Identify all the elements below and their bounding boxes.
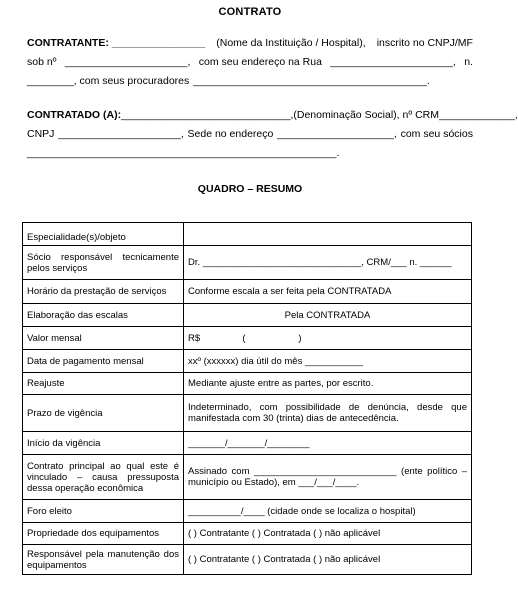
contratante-text: ________________________________________. [193, 75, 430, 87]
row-value: xxº (xxxxxx) dia útil do mês ___________ [184, 350, 472, 373]
row-label: Especialidade(s)/objeto [23, 223, 184, 246]
row-label: Data de pagamento mensal [23, 350, 184, 373]
row-label: Início da vigência [23, 432, 184, 455]
contratado-paragraph [27, 106, 518, 163]
row-label: Propriedade dos equipamentos [23, 523, 184, 545]
contratante-text: sob nº [27, 56, 57, 68]
table-row [23, 304, 472, 327]
contratante-text: (Nome da Instituição / Hospital), [216, 37, 366, 49]
contratado-text: _____________, [439, 109, 518, 121]
row-value: __________/____ (cidade onde se localiza o hospital) [184, 500, 472, 523]
contratado-text: _____________________________, [121, 109, 294, 121]
document-title: CONTRATO [218, 6, 282, 18]
contratante-label: CONTRATANTE: ________________ [27, 37, 206, 49]
row-value [184, 223, 472, 246]
row-value: Dr. ______________________________, CRM/___ n. ______ [184, 246, 472, 280]
table-row [23, 500, 472, 523]
contratado-line-1 [27, 106, 518, 125]
summary-table [22, 222, 472, 575]
contratante-paragraph [27, 34, 473, 91]
table-row [23, 545, 472, 575]
table-row [23, 246, 472, 280]
contratado-text: CNPJ [27, 128, 55, 140]
row-label: Reajuste [23, 373, 184, 395]
row-value: ( ) Contratante ( ) Contratada ( ) não aplicável [184, 523, 472, 545]
row-value: Pela CONTRATADA [184, 304, 472, 327]
row-label: Contrato principal ao qual este é vinculado – causa pressuposta dessa operação econômica [23, 455, 184, 500]
contratado-text: _____________________________________________________. [27, 147, 340, 159]
row-value: Assinado com ___________________________ (ente político – município ou Estado), em ___/___/____. [184, 455, 472, 500]
quadro-resumo-title: QUADRO – RESUMO [197, 183, 303, 195]
contratante-text: com seu endereço na Rua [198, 56, 322, 68]
contratado-text: com seu sócios [400, 128, 473, 140]
contratado-text: (Denominação Social), nº CRM [293, 109, 439, 121]
contratante-text: n. [464, 56, 473, 68]
contratante-text: ________, com seus procuradores [27, 75, 190, 87]
contratado-line-3 [27, 144, 473, 163]
row-label: Horário da prestação de serviços [23, 280, 184, 304]
row-value: Conforme escala a ser feita pela CONTRATADA [184, 280, 472, 304]
table-row [23, 395, 472, 432]
contratante-line-2 [27, 53, 473, 72]
row-value: Mediante ajuste entre as partes, por escrito. [184, 373, 472, 395]
row-label: Valor mensal [23, 327, 184, 350]
row-value: Indeterminado, com possibilidade de denúncia, desde que manifestada com 30 (trinta) dias de antecedência. [184, 395, 472, 432]
table-row [23, 223, 472, 246]
row-label: Sócio responsável tecnicamente pelos serviços [23, 246, 184, 280]
contratado-text: Sede no endereço [187, 128, 274, 140]
contratante-text: _____________________, [64, 56, 191, 68]
table-row [23, 455, 472, 500]
contratante-text: inscrito no CNPJ/MF [376, 37, 473, 49]
row-value: R$ ( ) [184, 327, 472, 350]
table-row [23, 373, 472, 395]
table-row [23, 432, 472, 455]
row-label: Responsável pela manutenção dos equipamentos [23, 545, 184, 575]
contratante-line-1 [27, 34, 473, 53]
contratado-line-2 [27, 125, 473, 144]
contratante-text: _____________________, [330, 56, 456, 68]
contratado-label: CONTRATADO (A): [27, 109, 122, 121]
contratante-line-3 [27, 72, 473, 91]
table-row [23, 280, 472, 304]
table-row [23, 523, 472, 545]
table-row [23, 327, 472, 350]
table-row [23, 350, 472, 373]
row-label: Prazo de vigência [23, 395, 184, 432]
contratado-text: ____________________, [277, 128, 397, 140]
row-value: ( ) Contratante ( ) Contratada ( ) não aplicável [184, 545, 472, 575]
contratado-text: _____________________, [58, 128, 184, 140]
row-label: Foro eleito [23, 500, 184, 523]
row-label: Elaboração das escalas [23, 304, 184, 327]
row-value: _______/_______/________ [184, 432, 472, 455]
